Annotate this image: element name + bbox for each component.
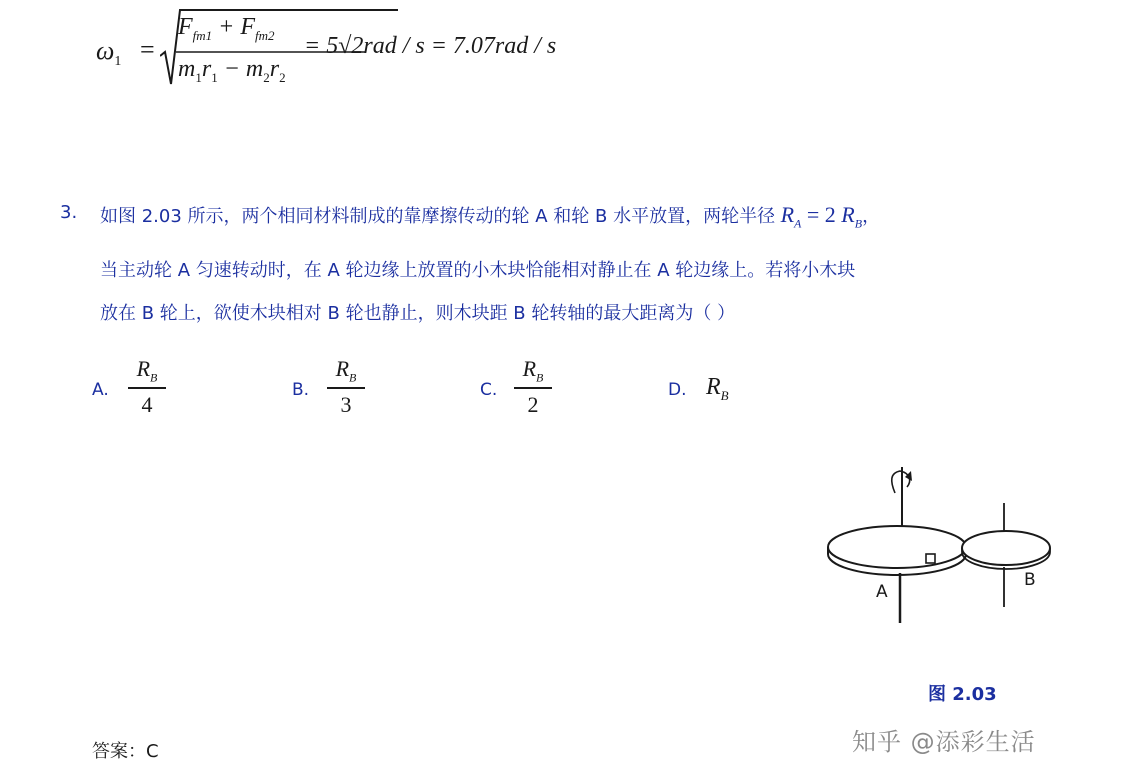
formula-numerator: $F_{fm1} + F_{fm2}$ <box>178 14 275 43</box>
label-wheel-a: A <box>876 582 888 602</box>
label-wheel-b: B <box>1024 570 1036 590</box>
question-line-3: 放在 B 轮上，欲使木块相对 B 轮也静止，则木块距 B 轮转轴的最大距离为（ ） <box>100 303 736 324</box>
option-a-fraction: $R_B$ 4 <box>128 356 166 418</box>
formula-lhs: $\omega_1$ <box>96 36 122 70</box>
formula-result: = 5√2rad / s = 7.07rad / s <box>304 33 557 59</box>
formula-denominator: $m_1r_1 - m_2r_2$ <box>178 56 286 85</box>
answer-text: 答案：C <box>92 741 159 762</box>
question-number: 3. <box>60 202 78 223</box>
wheel-figure <box>820 455 1080 630</box>
radius-relation: $R_A = 2$ $R_B$ <box>780 202 863 231</box>
option-b-fraction: $R_B$ 3 <box>327 356 365 418</box>
question-line-2: 当主动轮 A 匀速转动时，在 A 轮边缘上放置的小木块恰能相对静止在 A 轮边缘上。若将小木块 <box>100 260 856 281</box>
option-b-letter: B. <box>292 380 310 400</box>
option-d-letter: D. <box>668 380 687 400</box>
formula-equals: = <box>140 35 155 64</box>
option-d-value: $R_B$ <box>706 374 729 403</box>
figure-caption: 图 2.03 <box>928 684 997 705</box>
option-c-fraction: $R_B$ 2 <box>514 356 552 418</box>
option-c-letter: C. <box>480 380 498 400</box>
watermark: 知乎 @添彩生活 <box>852 728 1036 756</box>
option-a-letter: A. <box>92 380 109 400</box>
question-line-1: 如图 2.03 所示，两个相同材料制成的靠摩擦传动的轮 A 和轮 B 水平放置，两轮半径 $R_A = 2$ $R_B$， <box>100 202 881 231</box>
formula <box>96 8 616 88</box>
